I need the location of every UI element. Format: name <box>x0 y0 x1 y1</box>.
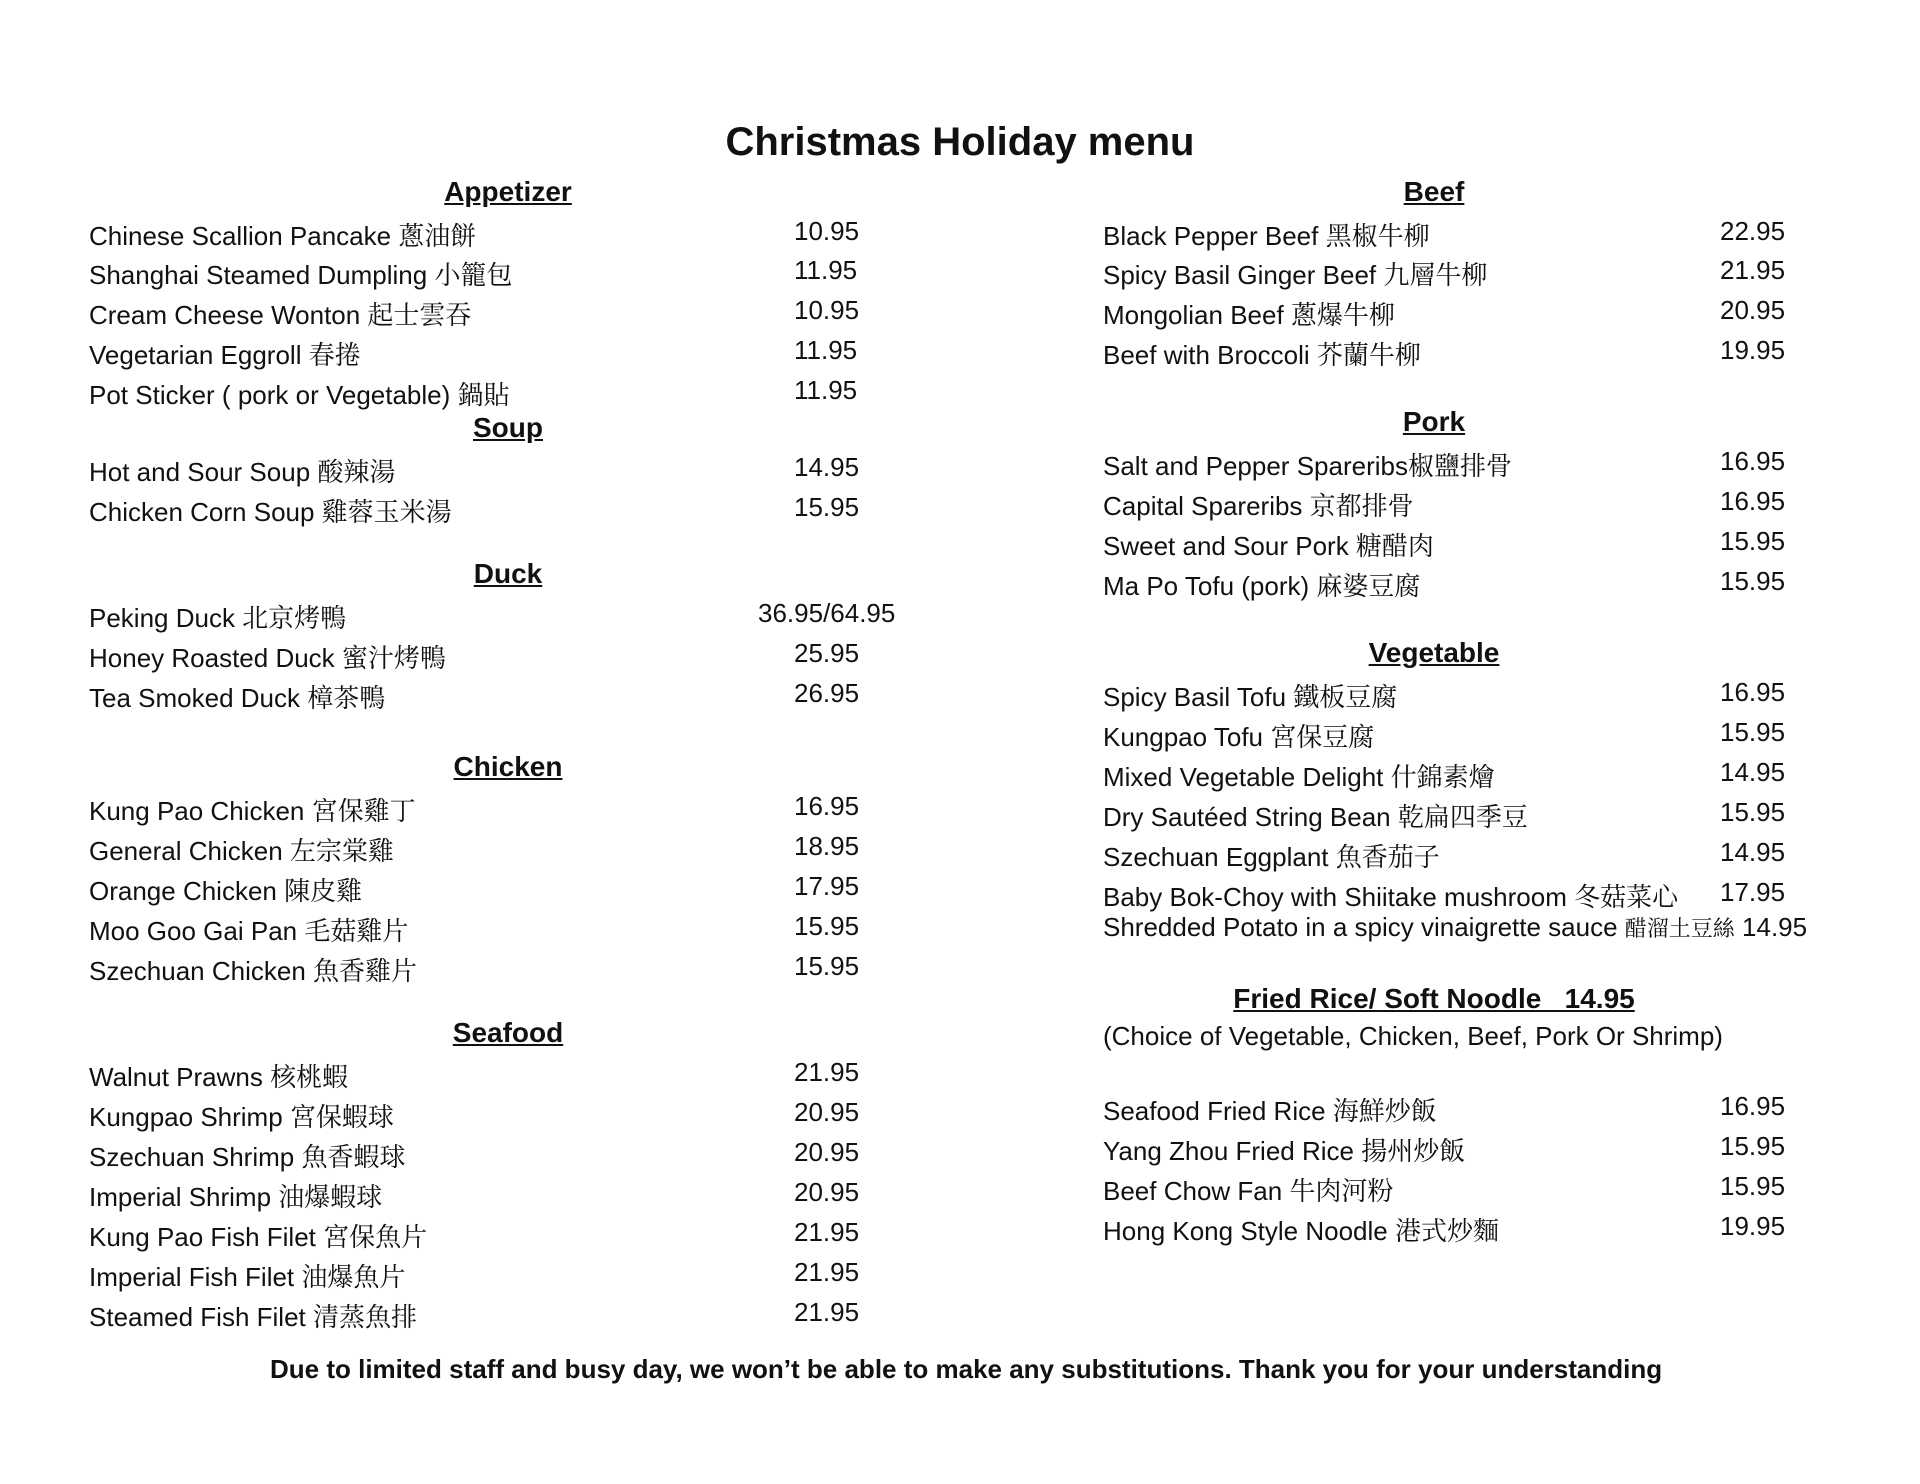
menu-item-price: 25.95 <box>794 638 860 668</box>
menu-item: Beef with Broccoli 芥蘭牛柳 <box>1103 340 1421 370</box>
menu-item-price: 16.95 <box>1720 486 1786 516</box>
menu-item: Mongolian Beef 蔥爆牛柳 <box>1103 300 1395 330</box>
menu-item-price: 21.95 <box>794 1257 860 1287</box>
menu-item: Pot Sticker ( pork or Vegetable) 鍋貼 <box>89 380 510 410</box>
menu-item-price: 20.95 <box>794 1137 860 1167</box>
menu-item-price: 20.95 <box>794 1177 860 1207</box>
menu-item: Hot and Sour Soup 酸辣湯 <box>89 457 396 487</box>
menu-item-price: 10.95 <box>794 295 860 325</box>
menu-item-price: 15.95 <box>1720 1131 1786 1161</box>
menu-item-price: 21.95 <box>794 1297 860 1327</box>
menu-item: Moo Goo Gai Pan 毛菇雞片 <box>89 916 409 946</box>
menu-item-price: 11.95 <box>794 255 858 285</box>
menu-item-chinese-name: 醋溜土豆絲 <box>1624 916 1735 941</box>
section-heading-vegetable: Vegetable <box>1368 637 1500 668</box>
menu-item: Chinese Scallion Pancake 蔥油餅 <box>89 221 477 251</box>
menu-item: Spicy Basil Tofu 鐵板豆腐 <box>1103 682 1398 712</box>
choice-note: (Choice of Vegetable, Chicken, Beef, Pork Or Shrimp) <box>1103 1021 1723 1051</box>
menu-item: Peking Duck 北京烤鴨 <box>89 603 347 633</box>
menu-item-price: 14.95 <box>1720 757 1786 787</box>
section-heading-fried-rice: Fried Rice/ Soft Noodle 14.95 <box>1233 983 1635 1014</box>
menu-item-price: 18.95 <box>794 831 860 861</box>
menu-item: Walnut Prawns 核桃蝦 <box>89 1062 349 1092</box>
menu-item: Steamed Fish Filet 清蒸魚排 <box>89 1302 417 1332</box>
menu-item: Kungpao Tofu 宮保豆腐 <box>1103 722 1375 752</box>
menu-item: Chicken Corn Soup 雞蓉玉米湯 <box>89 497 452 527</box>
menu-item-price: 15.95 <box>1720 566 1786 596</box>
menu-item-shredded-potato <box>1103 912 1807 943</box>
menu-item-price: 15.95 <box>794 492 860 522</box>
section-heading-beef: Beef <box>1403 176 1465 207</box>
menu-item-price: 19.95 <box>1720 335 1786 365</box>
section-heading-seafood: Seafood <box>452 1017 564 1048</box>
menu-item-price: 16.95 <box>1720 1091 1786 1121</box>
menu-item-price: 16.95 <box>794 791 860 821</box>
menu-item-price: 16.95 <box>1720 446 1786 476</box>
menu-item: Mixed Vegetable Delight 什錦素燴 <box>1103 762 1495 792</box>
menu-item-price: 11.95 <box>794 335 858 365</box>
menu-item: General Chicken 左宗棠雞 <box>89 836 394 866</box>
menu-item: Yang Zhou Fried Rice 揚州炒飯 <box>1103 1136 1466 1166</box>
menu-item-price: 15.95 <box>794 951 860 981</box>
section-heading-soup: Soup <box>473 412 543 443</box>
menu-item-price: 11.95 <box>794 375 858 405</box>
menu-item: Seafood Fried Rice 海鮮炒飯 <box>1103 1096 1437 1126</box>
menu-item-price: 20.95 <box>794 1097 860 1127</box>
menu-item-price: 19.95 <box>1720 1211 1786 1241</box>
menu-item-price: 21.95 <box>794 1057 860 1087</box>
menu-item: Capital Spareribs 京都排骨 <box>1103 491 1414 521</box>
menu-item: Sweet and Sour Pork 糖醋肉 <box>1103 531 1434 561</box>
menu-item: Ma Po Tofu (pork) 麻婆豆腐 <box>1103 571 1421 601</box>
menu-item-price: 14.95 <box>794 452 860 482</box>
menu-item-price: 16.95 <box>1720 677 1786 707</box>
menu-item-price: 17.95 <box>1720 877 1786 907</box>
section-heading-pork: Pork <box>1402 406 1466 437</box>
menu-item-price: 14.95 <box>1742 912 1808 942</box>
menu-item: Imperial Fish Filet 油爆魚片 <box>89 1262 406 1292</box>
menu-item-price: 15.95 <box>1720 526 1786 556</box>
menu-item: Kung Pao Fish Filet 宮保魚片 <box>89 1222 428 1252</box>
menu-item: Szechuan Chicken 魚香雞片 <box>89 956 418 986</box>
menu-item: Kungpao Shrimp 宮保蝦球 <box>89 1102 394 1132</box>
menu-item: Spicy Basil Ginger Beef 九層牛柳 <box>1103 260 1488 290</box>
menu-item: Szechuan Eggplant 魚香茄子 <box>1103 842 1440 872</box>
menu-item-price: 15.95 <box>1720 797 1786 827</box>
menu-item: Honey Roasted Duck 蜜汁烤鴨 <box>89 643 446 673</box>
section-heading-appetizer: Appetizer <box>444 176 572 207</box>
menu-item-price: 14.95 <box>1720 837 1786 867</box>
menu-item: Tea Smoked Duck 樟茶鴨 <box>89 683 386 713</box>
menu-item-price: 15.95 <box>1720 1171 1786 1201</box>
section-heading-chicken: Chicken <box>453 751 563 782</box>
menu-item-price: 20.95 <box>1720 295 1786 325</box>
menu-item-name: Shredded Potato in a spicy vinaigrette sauce <box>1103 912 1618 942</box>
menu-item-price: 36.95/64.95 <box>758 598 896 628</box>
menu-item-price: 17.95 <box>794 871 860 901</box>
menu-item-price: 26.95 <box>794 678 860 708</box>
menu-item: Orange Chicken 陳皮雞 <box>89 876 363 906</box>
menu-item: Cream Cheese Wonton 起士雲吞 <box>89 300 472 330</box>
menu-item: Dry Sautéed String Bean 乾扁四季豆 <box>1103 802 1528 832</box>
menu-item: Hong Kong Style Noodle 港式炒麵 <box>1103 1216 1499 1246</box>
footer-notice: Due to limited staff and busy day, we won’t be able to make any substitutions. Thank you for your understanding <box>270 1354 1663 1384</box>
menu-item-price: 15.95 <box>1720 717 1786 747</box>
menu-item-price: 15.95 <box>794 911 860 941</box>
menu-title: Christmas Holiday menu <box>725 120 1195 164</box>
menu-item: Kung Pao Chicken 宮保雞丁 <box>89 796 416 826</box>
menu-item: Vegetarian Eggroll 春捲 <box>89 340 361 370</box>
menu-item: Imperial Shrimp 油爆蝦球 <box>89 1182 383 1212</box>
menu-item-price: 22.95 <box>1720 216 1786 246</box>
menu-item: Szechuan Shrimp 魚香蝦球 <box>89 1142 406 1172</box>
menu-item: Beef Chow Fan 牛肉河粉 <box>1103 1176 1394 1206</box>
menu-item: Baby Bok-Choy with Shiitake mushroom 冬菇菜心 <box>1103 882 1679 912</box>
menu-item-price: 10.95 <box>794 216 860 246</box>
menu-item-price: 21.95 <box>794 1217 860 1247</box>
menu-item: Salt and Pepper Spareribs椒鹽排骨 <box>1103 451 1512 481</box>
menu-item: Black Pepper Beef 黑椒牛柳 <box>1103 221 1430 251</box>
menu-item: Shanghai Steamed Dumpling 小籠包 <box>89 260 513 290</box>
menu-item-price: 21.95 <box>1720 255 1786 285</box>
section-heading-duck: Duck <box>473 558 543 589</box>
